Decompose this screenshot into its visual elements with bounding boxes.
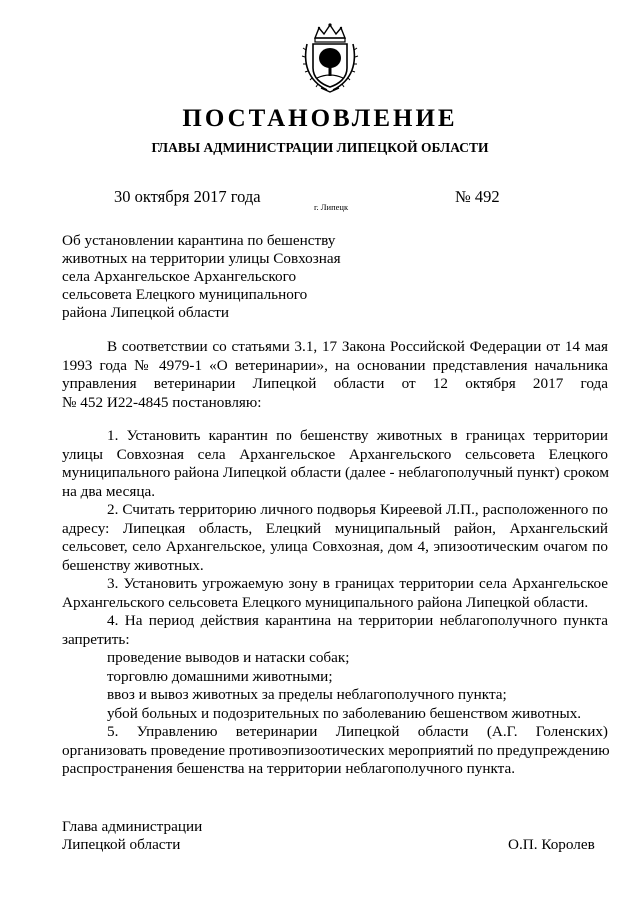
item-4-subitem: ввоз и вывоз животных за пределы неблагополучного пункта; — [107, 686, 507, 703]
item-4-subitem: проведение выводов и натаски собак; — [107, 649, 350, 666]
item-1-line: на два месяца. — [62, 482, 156, 500]
item-2-line: сельсовет, село Архангельское, улица Совхозная, дом 4, эпизоотическим очагом по — [62, 538, 608, 555]
item-1-line: муниципального района Липецкой области (далее - неблагополучный пункт) сроком — [62, 464, 609, 481]
document-date: 30 октября 2017 года — [114, 187, 261, 206]
item-5-line: 5. Управлению ветеринарии Липецкой области (А.Г. Голенских) — [107, 723, 608, 740]
document-subtitle: ГЛАВЫ АДМИНИСТРАЦИИ ЛИПЕЦКОЙ ОБЛАСТИ — [151, 140, 489, 155]
coat-of-arms-icon — [301, 22, 359, 94]
preamble-line: В соответствии со статьями 3.1, 17 Закона Российской Федерации от 14 мая — [107, 338, 608, 355]
item-1-line: 1. Установить карантин по бешенству животных в границах территории — [107, 427, 608, 444]
item-5-line: организовать проведение противоэпизоотических мероприятий по предупреждению — [62, 741, 610, 759]
subject-line: животных на территории улицы Совхозная — [62, 250, 341, 267]
subject-line: Об установлении карантина по бешенству — [62, 232, 336, 249]
preamble-line: 1993 года № 4979-1 «О ветеринарии», на основании представления начальника — [62, 356, 608, 374]
item-4-subitem: торговлю домашними животными; — [107, 667, 333, 685]
document-place: г. Липецк — [314, 202, 349, 212]
item-1-line: улицы Совхозная села Архангельское Архангельского сельсовета Елецкого — [62, 445, 608, 463]
document-subject — [62, 232, 362, 322]
subject-line: сельсовета Елецкого муниципального — [62, 286, 308, 303]
item-2-line: адресу: Липецкая область, Елецкий муниципальный район, Архангельский — [62, 519, 608, 537]
item-5-line: распространения бешенства на территории неблагополучного пункта. — [62, 760, 515, 777]
document-number: № 492 — [455, 187, 500, 206]
item-3-line: Архангельского сельсовета Елецкого муниципального района Липецкой области. — [62, 593, 589, 611]
subject-line: района Липецкой области — [62, 304, 230, 321]
item-3-line: 3. Установить угрожаемую зону в границах территории села Архангельское — [107, 575, 608, 592]
resolution-items — [62, 427, 608, 779]
preamble-line: № 452 И22-4845 постановляю: — [62, 393, 262, 411]
item-2-line: бешенству животных. — [62, 556, 204, 574]
signature-name: О.П. Королев — [508, 836, 595, 853]
item-4-line: 4. На период действия карантина на территории неблагополучного пункта — [107, 612, 608, 629]
item-2-line: 2. Считать территорию личного подворья Киреевой Л.П., расположенного по — [107, 501, 608, 518]
subject-line: села Архангельское Архангельского — [62, 268, 297, 285]
item-4-line: запретить: — [62, 630, 130, 648]
signature-position: Глава администрации — [62, 818, 203, 835]
preamble-paragraph — [62, 338, 608, 412]
document-title: ПОСТАНОВЛЕНИЕ — [182, 105, 458, 132]
item-4-subitem: убой больных и подозрительных по заболеванию бешенством животных. — [107, 704, 582, 722]
preamble-line: управления ветеринарии Липецкой области от 12 октября 2017 года — [62, 375, 608, 392]
signature-position: Липецкой области — [62, 836, 181, 853]
